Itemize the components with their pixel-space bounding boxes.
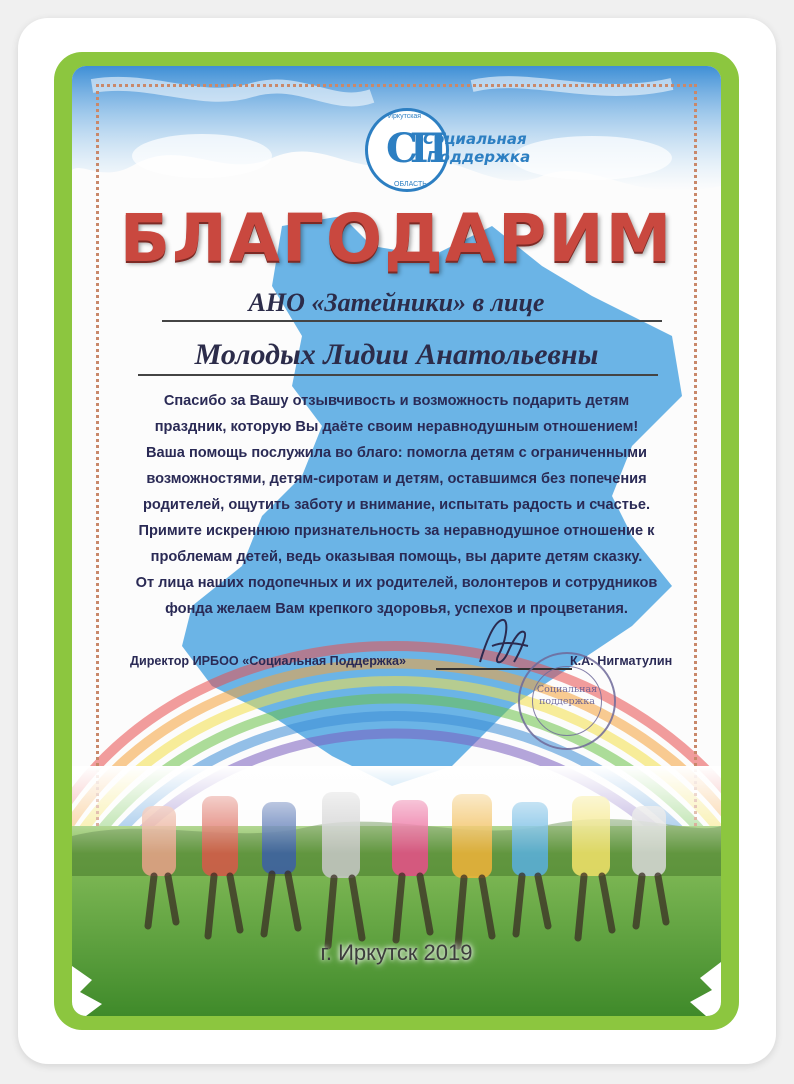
body-line: праздник, которую Вы даёте своим неравнодушным отношением! bbox=[154, 419, 639, 435]
organization-name: АНО «Затейники» в лице bbox=[248, 288, 545, 317]
stamp-text bbox=[520, 684, 614, 708]
body-line: фонда желаем Вам крепкого здоровья, успехов и процветания. bbox=[165, 601, 628, 617]
organization-underline bbox=[162, 320, 662, 322]
official-stamp bbox=[518, 652, 616, 750]
body-line: родителей, ощутить заботу и внимание, испытать радость и счастье. bbox=[142, 497, 651, 513]
recipient-underline bbox=[138, 374, 658, 376]
body-line: возможностями, детям-сиротам и детям, оставшимся без попечения bbox=[146, 471, 647, 487]
logo-text-line2: Поддержка bbox=[427, 148, 531, 166]
certificate bbox=[72, 66, 721, 1016]
logo-ring-bottom: ОБЛАСТЬ bbox=[394, 181, 427, 188]
body-line: От лица наших подопечных и их родителей, волонтеров и сотрудников bbox=[135, 575, 658, 591]
signer-role: Директор ИРБОО «Социальная Поддержка» bbox=[130, 654, 407, 668]
certificate-body bbox=[112, 388, 681, 622]
recipient-name: Молодых Лидии Анатольевны bbox=[194, 338, 599, 371]
city-year: г. Иркутск 2019 bbox=[320, 940, 473, 965]
signer-name: К.А. Нигматулин bbox=[570, 654, 673, 668]
body-line: проблемам детей, ведь оказывая помощь, вы дарите детям сказку. bbox=[150, 549, 643, 565]
logo-initials: СП bbox=[386, 125, 440, 172]
logo-text-line1: Социальная bbox=[423, 130, 527, 148]
organization-logo bbox=[365, 108, 531, 188]
body-line: Ваша помощь послужила во благо: помогла детям с ограниченными bbox=[145, 445, 647, 461]
stamp-line1: Социальная bbox=[536, 684, 598, 695]
meadow-photo bbox=[72, 766, 721, 1016]
logo-ring-top: Иркутская bbox=[388, 113, 422, 120]
stamp-line2: поддержка bbox=[539, 696, 595, 707]
body-line: Примите искреннюю признательность за неравнодушное отношение к bbox=[138, 523, 655, 539]
body-line: Спасибо за Вашу отзывчивость и возможность подарить детям bbox=[163, 393, 630, 409]
certificate-title: БЛАГОДАРИМ bbox=[119, 200, 674, 277]
